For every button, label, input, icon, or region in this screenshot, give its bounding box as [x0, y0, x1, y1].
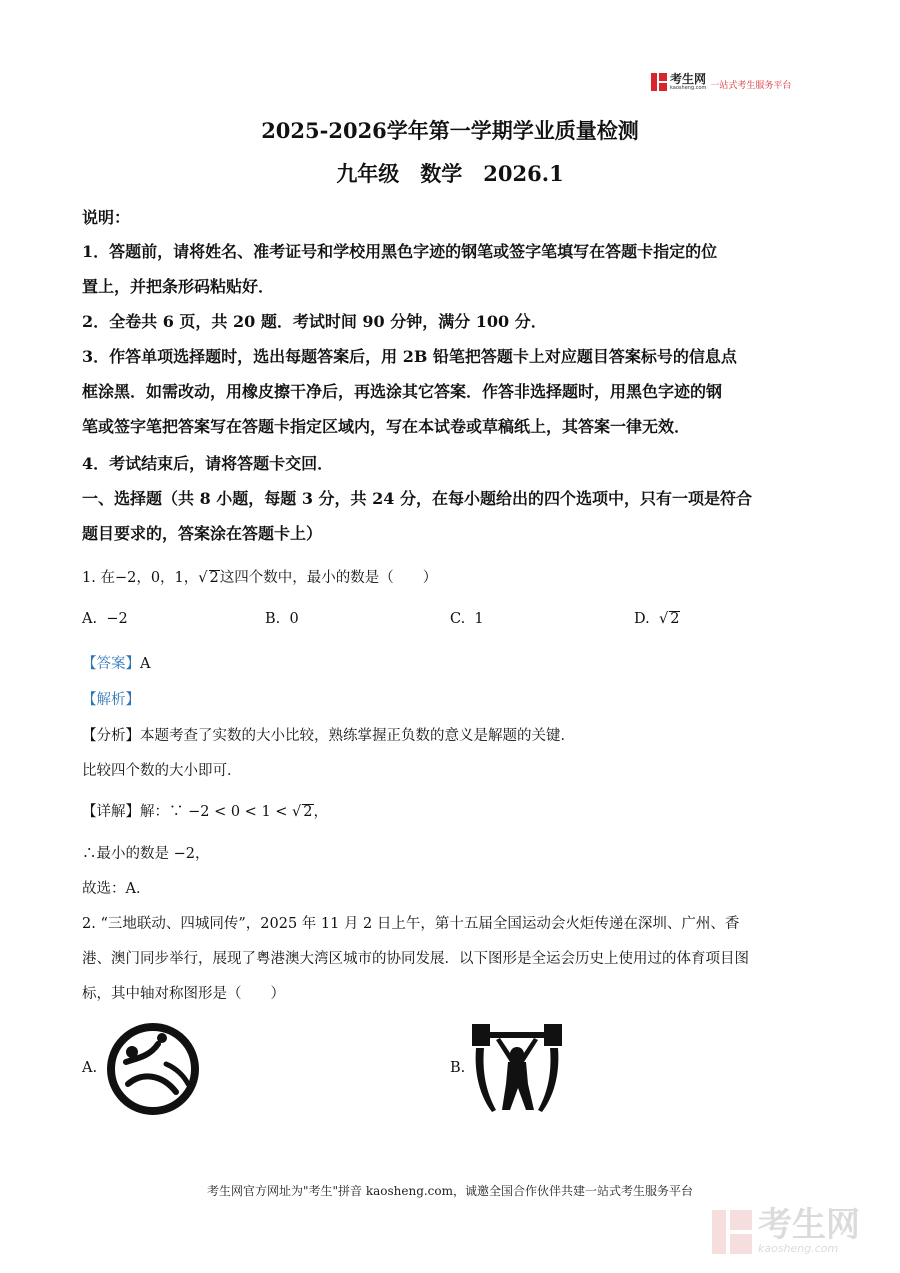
instruction-line: 4．考试结束后，请将答题卡交回．	[82, 454, 334, 473]
instruction-line: 框涂黑．如需改动，用橡皮擦干净后，再选涂其它答案．作答非选择题时，用黑色字迹的钢	[82, 382, 723, 401]
logo-name: 考生网	[670, 71, 707, 86]
footer-text: 考生网官方网址为"考生"拼音 kaosheng.com，诚邀全国合作伙伴共建一站式考生服务平台	[206, 1184, 694, 1198]
q1-therefore: ∴最小的数是 −2，	[82, 846, 210, 862]
q1-fenxi-2: 比较四个数的大小即可．	[82, 763, 242, 779]
instruction-line: 笔或签字笔把答案写在答题卡指定区域内，写在本试卷或草稿纸上，其答案一律无效．	[82, 417, 691, 436]
q1-detail: 【详解】解：∵ −2 < 0 < 1 < √ 2，	[82, 804, 329, 820]
q1-suffix: 这四个数中，最小的数是（ ）	[219, 570, 438, 586]
q1-answer	[82, 652, 150, 673]
instruction-line: 2．全卷共 6 页，共 20 题．考试时间 90 分钟，满分 100 分．	[82, 312, 547, 331]
sqrt-symbol-icon: √	[292, 804, 302, 820]
exam-title: 2025-2026学年第一学期学业质量检测	[261, 118, 639, 143]
q1-option-d: D. √ 2	[634, 611, 680, 627]
section-heading: 题目要求的，答案涂在答题卡上）	[82, 524, 323, 543]
question-2-stem: 标，其中轴对称图形是（ ）	[82, 986, 285, 1002]
q2-option-a-label: A.	[82, 1060, 98, 1076]
header-logo	[651, 72, 791, 91]
instruction-line: 1．答题前，请将姓名、准考证号和学校用黑色字迹的钢笔或签字笔填写在答题卡指定的位	[82, 242, 718, 261]
sport-icon-a	[106, 1022, 200, 1116]
analysis-tag: 【解析】	[82, 692, 140, 708]
sqrt-symbol-icon: √	[198, 570, 208, 586]
instructions-heading: 说明：	[82, 208, 131, 227]
kaosheng-watermark-icon	[712, 1210, 752, 1254]
q1-option-c: C. 1	[450, 611, 484, 627]
instruction-line: 3．作答单项选择题时，选出每题答案后，用 2B 铅笔把答题卡上对应题目答案标号的信息点	[82, 347, 737, 366]
q1-sqrt-radicand: 2	[209, 570, 219, 586]
question-2-stem: 2. “三地联动、四城同传”，2025 年 11 月 2 日上午，第十五届全国运动会火炬传递在深圳、广州、香	[82, 916, 740, 932]
section-heading: 一、选择题（共 8 小题，每题 3 分，共 24 分，在每小题给出的四个选项中，只有一项是符合	[82, 489, 752, 508]
q1-numbers: −2，0，1，	[114, 570, 199, 586]
answer-tag: 【答案】	[82, 656, 140, 672]
q1-prefix: 1. 在	[82, 570, 115, 586]
logo-slogan: 一站式考生服务平台	[710, 81, 792, 91]
sqrt-symbol-icon: √	[658, 611, 669, 627]
q1-option-b: B. 0	[265, 611, 299, 627]
watermark-url: kaosheng.com	[758, 1242, 839, 1255]
kaosheng-logo-icon	[651, 73, 667, 91]
logo-url: kaosheng.com	[670, 84, 707, 91]
q1-choose: 故选：A．	[82, 881, 151, 897]
answer-value: A	[140, 656, 151, 672]
question-2-stem: 港、澳门同步举行，展现了粤港澳大湾区城市的协同发展．以下图形是全运会历史上使用过的体育项目图	[82, 951, 749, 967]
watermark	[712, 1205, 860, 1255]
exam-subtitle: 九年级 数学 2026.1	[336, 161, 564, 186]
instruction-line: 置上，并把条形码粘贴好．	[82, 277, 275, 296]
watermark-name: 考生网	[758, 1205, 860, 1245]
q2-option-b-label: B.	[450, 1060, 466, 1076]
q1-fenxi: 【分析】本题考查了实数的大小比较，熟练掌握正负数的意义是解题的关键．	[82, 728, 575, 744]
q1-option-a: A. −2	[82, 611, 128, 627]
weightlifting-icon-b	[470, 1022, 564, 1116]
question-1-stem	[82, 566, 437, 587]
